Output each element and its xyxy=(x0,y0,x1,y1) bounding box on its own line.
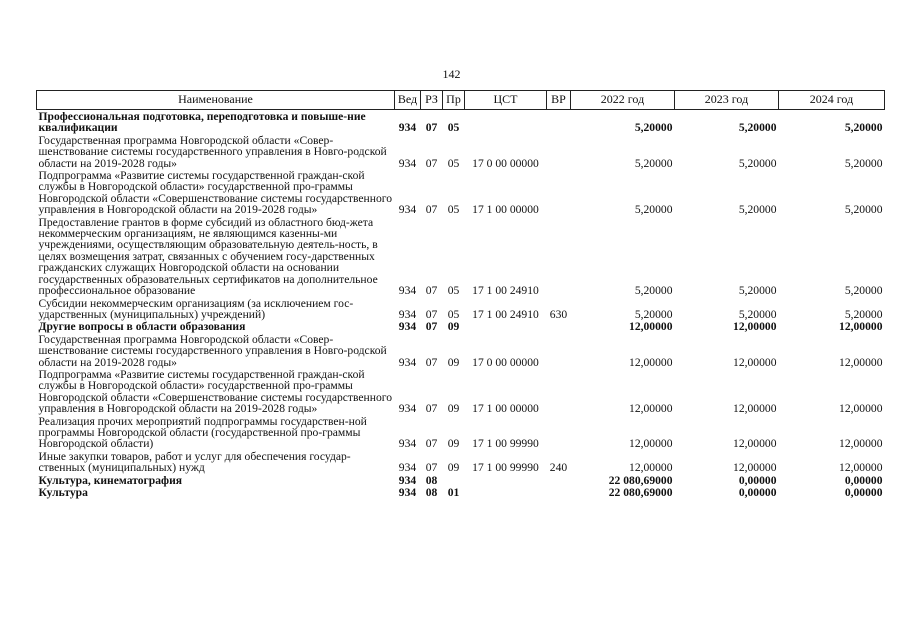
header-cst: ЦСТ xyxy=(465,91,547,110)
table-row xyxy=(37,134,885,169)
cell-y2022: 5,20000 xyxy=(634,121,673,135)
cell-y2024: 12,00000 xyxy=(839,437,883,451)
header-2024: 2024 год xyxy=(779,91,885,110)
cell-vr xyxy=(547,169,571,216)
cell-pr: 05 xyxy=(447,121,460,135)
cell-y2023: 0,00000 xyxy=(738,486,777,499)
cell-y2023: 12,00000 xyxy=(733,320,777,334)
cell-y2024: 12,00000 xyxy=(839,461,883,475)
cell-ved: 934 xyxy=(398,156,417,170)
cell-rz: 08 xyxy=(425,473,438,487)
header-ved: Вед xyxy=(395,91,421,110)
cell-pr: 09 xyxy=(447,320,460,334)
header-rz: РЗ xyxy=(421,91,443,110)
cell-ved: 934 xyxy=(398,284,417,298)
table-row xyxy=(37,486,885,498)
cell-rz: 07 xyxy=(425,355,438,369)
cell-y2023: 5,20000 xyxy=(738,307,777,321)
cell-cst xyxy=(465,474,547,486)
cell-rz: 07 xyxy=(425,284,438,298)
cell-cst xyxy=(465,110,547,134)
cell-cst: 17 1 00 99990 xyxy=(472,437,539,451)
cell-vr: 630 xyxy=(549,307,568,321)
cell-ved: 934 xyxy=(398,402,417,416)
cell-vr xyxy=(547,216,571,297)
cell-vr xyxy=(547,368,571,415)
cell-y2023: 5,20000 xyxy=(738,203,777,217)
cell-y2024: 12,00000 xyxy=(839,320,883,334)
cell-name: Субсидии некоммерческим организациям (за исключением гос-ударственных (муниципальных) учреждений) xyxy=(38,296,354,321)
cell-y2023: 12,00000 xyxy=(733,355,777,369)
cell-y2023: 12,00000 xyxy=(733,437,777,451)
cell-vr xyxy=(547,320,571,332)
cell-ved: 934 xyxy=(398,307,417,321)
cell-name: Государственная программа Новгородской области «Совер-шенствование системы государственного управления в Новго-родской области на 2019-2028 годы» xyxy=(38,332,387,369)
cell-pr: 05 xyxy=(447,203,460,217)
cell-vr xyxy=(547,415,571,450)
cell-y2022: 5,20000 xyxy=(634,284,673,298)
cell-ved: 934 xyxy=(398,355,417,369)
cell-y2022: 12,00000 xyxy=(629,437,673,451)
cell-ved: 934 xyxy=(398,320,417,334)
cell-y2023: 12,00000 xyxy=(733,461,777,475)
cell-y2024: 0,00000 xyxy=(844,473,883,487)
cell-ved: 934 xyxy=(398,203,417,217)
cell-vr xyxy=(547,486,571,498)
cell-pr: 05 xyxy=(447,284,460,298)
cell-cst: 17 1 00 24910 xyxy=(472,307,539,321)
cell-ved: 934 xyxy=(398,486,417,499)
table-header-row xyxy=(37,91,885,110)
page-number: 142 xyxy=(442,67,461,81)
cell-y2024: 5,20000 xyxy=(844,307,883,321)
cell-y2022: 12,00000 xyxy=(629,461,673,475)
cell-rz: 07 xyxy=(425,156,438,170)
cell-ved: 934 xyxy=(398,461,417,475)
table-row xyxy=(37,297,885,321)
cell-y2024: 5,20000 xyxy=(844,121,883,135)
cell-pr: 09 xyxy=(447,461,460,475)
cell-pr: 09 xyxy=(447,355,460,369)
cell-cst: 17 1 00 00000 xyxy=(472,402,539,416)
table-row xyxy=(37,320,885,332)
cell-cst: 17 0 00 00000 xyxy=(472,355,539,369)
table-row xyxy=(37,169,885,216)
cell-y2024: 5,20000 xyxy=(844,284,883,298)
cell-pr: 05 xyxy=(447,307,460,321)
cell-ved: 934 xyxy=(398,121,417,135)
cell-y2022: 5,20000 xyxy=(634,203,673,217)
cell-y2023: 5,20000 xyxy=(738,156,777,170)
cell-y2022: 12,00000 xyxy=(629,320,673,334)
cell-name: Культура, кинематография xyxy=(38,473,183,487)
cell-pr: 09 xyxy=(447,437,460,451)
cell-y2024: 0,00000 xyxy=(844,486,883,499)
header-name: Наименование xyxy=(37,91,395,110)
table-row xyxy=(37,415,885,450)
table-row xyxy=(37,333,885,368)
cell-ved: 934 xyxy=(398,473,417,487)
cell-rz: 07 xyxy=(425,437,438,451)
cell-y2022: 12,00000 xyxy=(629,355,673,369)
cell-y2024: 5,20000 xyxy=(844,156,883,170)
cell-y2024: 12,00000 xyxy=(839,355,883,369)
table-row xyxy=(37,474,885,486)
cell-rz: 08 xyxy=(425,486,438,499)
cell-cst: 17 1 00 00000 xyxy=(472,203,539,217)
cell-y2023: 5,20000 xyxy=(738,121,777,135)
cell-y2024: 12,00000 xyxy=(839,402,883,416)
table-row xyxy=(37,110,885,134)
cell-cst: 17 0 00 00000 xyxy=(472,156,539,170)
cell-rz: 07 xyxy=(425,203,438,217)
cell-pr: 01 xyxy=(447,486,460,499)
table-row xyxy=(37,368,885,415)
cell-rz: 07 xyxy=(425,402,438,416)
cell-y2024: 5,20000 xyxy=(844,203,883,217)
cell-name: Государственная программа Новгородской области «Совер-шенствование системы государственного управления в Новго-родской области на 2019-2028 годы» xyxy=(38,133,387,170)
cell-vr: 240 xyxy=(549,461,568,475)
header-2022: 2022 год xyxy=(571,91,675,110)
cell-pr: 09 xyxy=(447,402,460,416)
cell-y2023: 0,00000 xyxy=(738,473,777,487)
cell-y2022: 5,20000 xyxy=(634,307,673,321)
cell-y2022: 5,20000 xyxy=(634,156,673,170)
cell-cst: 17 1 00 99990 xyxy=(472,461,539,475)
cell-cst xyxy=(465,320,547,332)
header-2023: 2023 год xyxy=(675,91,779,110)
cell-y2022: 12,00000 xyxy=(629,402,673,416)
cell-name: Профессиональная подготовка, переподготовка и повыше-ние квалификации xyxy=(38,110,366,135)
cell-rz: 07 xyxy=(425,121,438,135)
cell-name: Предоставление грантов в форме субсидий из областного бюд-жета некоммерческим организациям, не являющимся казенны-ми учреждениями, осуществляющим образовательную деятель-ность, в целях возмещения затрат, связанных с обучением госу-дарственных гражданских служащих Новгородской области на основании государственных образовательных сертификатов на дополнительное профессиональное образование xyxy=(38,215,378,298)
header-vr: ВР xyxy=(547,91,571,110)
cell-rz: 07 xyxy=(425,307,438,321)
cell-vr xyxy=(547,134,571,169)
budget-table xyxy=(36,90,885,498)
cell-y2022: 22 080,69000 xyxy=(608,486,673,499)
cell-vr xyxy=(547,333,571,368)
cell-name: Иные закупки товаров, работ и услуг для обеспечения государ-ственных (муниципальных) нужд xyxy=(38,449,351,475)
cell-name: Другие вопросы в области образования xyxy=(38,320,246,334)
cell-name: Подпрограмма «Развитие системы государственной граждан-ской службы в Новгородской области» государственной про-граммы Новгородской области «Совершенствование системы государственного управления в Новгородской области на 2019-2028 годы» xyxy=(38,169,393,217)
cell-cst: 17 1 00 24910 xyxy=(472,284,539,298)
cell-y2023: 5,20000 xyxy=(738,284,777,298)
cell-name: Реализация прочих мероприятий подпрограммы государствен-ной программы Новгородской области (государственной про-граммы Новгородской области) xyxy=(38,414,367,451)
cell-name: Подпрограмма «Развитие системы государственной граждан-ской службы в Новгородской области» государственной про-граммы Новгородской области «Совершенствование системы государственного управления в Новгородской области на 2019-2028 годы» xyxy=(38,367,393,416)
cell-rz: 07 xyxy=(425,461,438,475)
cell-vr xyxy=(547,110,571,134)
cell-pr: 05 xyxy=(447,156,460,170)
cell-y2023: 12,00000 xyxy=(733,402,777,416)
table-row xyxy=(37,450,885,474)
cell-ved: 934 xyxy=(398,437,417,451)
cell-cst xyxy=(465,486,547,498)
cell-rz: 07 xyxy=(425,320,438,334)
cell-y2022: 22 080,69000 xyxy=(608,473,673,487)
cell-vr xyxy=(547,474,571,486)
cell-name: Культура xyxy=(38,486,88,499)
table-row xyxy=(37,216,885,297)
cell-pr xyxy=(443,474,465,486)
header-pr: Пр xyxy=(443,91,465,110)
